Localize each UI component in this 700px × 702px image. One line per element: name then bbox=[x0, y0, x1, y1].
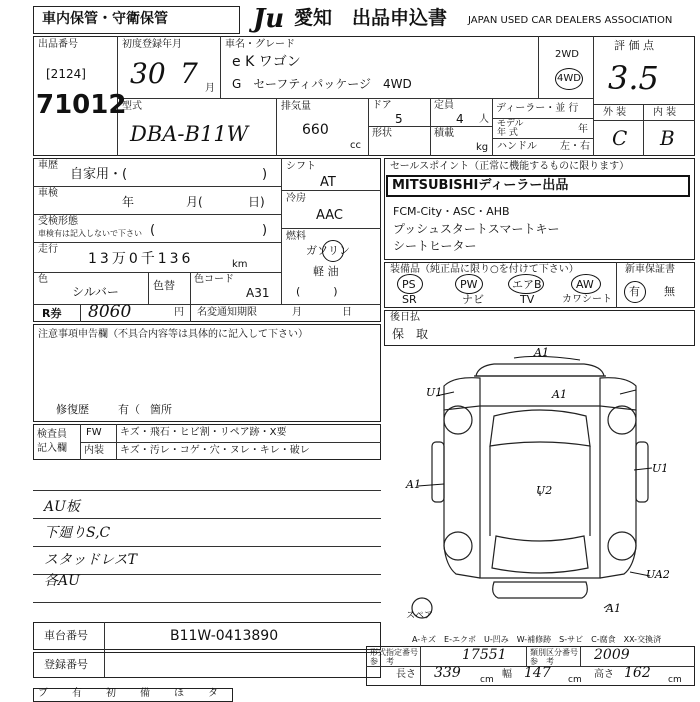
history-close: ) bbox=[262, 167, 268, 182]
mark-u1-right: U1 bbox=[652, 462, 669, 475]
color-code: A31 bbox=[246, 286, 270, 300]
equip-pw: PW bbox=[460, 278, 478, 291]
cert-label: 受検形態 bbox=[38, 216, 78, 227]
check-fw-label: FW bbox=[86, 427, 102, 438]
bottom-6: タ bbox=[208, 688, 218, 699]
doors-value: 5 bbox=[395, 112, 403, 126]
hand-note-2: 下廻りS,C bbox=[44, 525, 111, 541]
sales-point-label: セールスポイント（正常に機能するものに限ります） bbox=[390, 161, 630, 172]
mark-a1-left: A1 bbox=[406, 478, 421, 491]
cert-note: 車検有は記入しないで下さい bbox=[38, 229, 142, 238]
recycle-label: R券 bbox=[42, 307, 62, 320]
inspection-label: 車検 bbox=[38, 188, 58, 199]
shape-label: 形状 bbox=[372, 128, 392, 139]
equip-pw-circle bbox=[455, 274, 483, 294]
bottom-5: ほ bbox=[174, 688, 184, 699]
form-title: 出品申込書 bbox=[352, 7, 448, 29]
chassis-label: 車台番号 bbox=[44, 629, 88, 642]
shift-label: シフト bbox=[286, 161, 316, 172]
color-change-label: 色替 bbox=[153, 279, 175, 292]
after-value: 保 取 bbox=[392, 327, 429, 341]
equip-ps: PS bbox=[402, 278, 416, 291]
regno-label: 登録番号 bbox=[44, 658, 88, 671]
height-label: 高さ bbox=[594, 669, 614, 680]
equip-aw-circle bbox=[571, 274, 601, 294]
notes-label: 注意事項申告欄（不具合内容等は具体的に記入して下さい） bbox=[38, 329, 308, 340]
check-int-items: キズ・汚レ・コゲ・穴・ヌレ・キレ・破レ bbox=[120, 445, 310, 456]
registration-label: 初度登録年月 bbox=[122, 39, 182, 50]
warranty-no: 無 bbox=[664, 285, 675, 298]
model-value: DBA-B11W bbox=[130, 122, 249, 146]
lot-code: [2124] bbox=[46, 67, 86, 81]
hand-note-3: スタッドレスT bbox=[44, 552, 137, 568]
engine-value: 660 bbox=[302, 122, 329, 138]
hand-note-4: 各AU bbox=[44, 573, 80, 589]
cooling-label: 冷房 bbox=[286, 193, 306, 204]
capacity-value: 4 bbox=[456, 112, 464, 126]
height-unit: cm bbox=[668, 675, 682, 685]
repair-value: 有（ bbox=[118, 403, 140, 416]
mark-a1-right: A1 bbox=[552, 388, 567, 401]
interior-grade: B bbox=[660, 126, 675, 150]
color-code-label: 色コード bbox=[194, 274, 234, 285]
mark-a1-roof: A1 bbox=[534, 346, 549, 359]
association-name: JAPAN USED CAR DEALERS ASSOCIATION bbox=[468, 15, 673, 26]
mark-u1-left: U1 bbox=[426, 386, 443, 399]
warranty-label: 新車保証書 bbox=[625, 264, 675, 275]
width-label: 幅 bbox=[502, 669, 512, 680]
damage-legend: A-キズ E-エクボ U-凹み W-補修跡 S-サビ C-腐食 XX-交換済 bbox=[412, 635, 662, 644]
after-label: 後日払 bbox=[390, 312, 420, 323]
mileage-value: 13万0千136 bbox=[88, 251, 194, 267]
model-year-label: モデル 年 式 bbox=[497, 119, 524, 138]
bottom-1: ブ bbox=[38, 688, 48, 699]
logo-region: 愛知 bbox=[294, 7, 333, 29]
equip-airbag: エアB bbox=[512, 278, 542, 291]
interior-label: 内 装 bbox=[653, 107, 677, 118]
width-value: 147 bbox=[524, 665, 551, 681]
dealer-parallel: ディーラー・並 行 bbox=[496, 103, 579, 114]
score-label: 評 価 点 bbox=[614, 39, 654, 52]
color-label: 色 bbox=[38, 274, 48, 285]
rename-day: 日 bbox=[342, 307, 352, 318]
handle-value: 左・右 bbox=[560, 141, 590, 152]
warranty-yes: 有 bbox=[629, 285, 640, 298]
mileage-label: 走行 bbox=[38, 244, 58, 255]
model-label: 型式 bbox=[122, 101, 142, 112]
rename-label: 名変通知期限 bbox=[197, 307, 257, 318]
checker-label: 検査員 記入欄 bbox=[37, 429, 67, 454]
registration-month: 7 bbox=[180, 57, 198, 90]
length-unit: cm bbox=[480, 675, 494, 685]
check-int-label: 内装 bbox=[84, 445, 104, 456]
chassis-value: B11W-0413890 bbox=[170, 628, 279, 644]
mark-u2-center: U2 bbox=[536, 484, 553, 497]
lot-label: 出品番号 bbox=[38, 39, 78, 50]
class-ref-value: 2009 bbox=[594, 647, 630, 663]
drive-4wd: 4WD bbox=[557, 73, 581, 84]
exterior-grade: C bbox=[612, 126, 628, 150]
lot-number: 71012 bbox=[36, 90, 127, 120]
equip-navi: ナビ bbox=[462, 293, 484, 306]
fuel-diesel: 軽 油 bbox=[313, 265, 339, 278]
recycle-value: 8060 bbox=[88, 302, 132, 322]
mileage-unit: km bbox=[232, 259, 248, 270]
drive-2wd: 2WD bbox=[555, 49, 579, 60]
equip-aw: AW bbox=[576, 278, 594, 291]
doors-label: ドア bbox=[372, 100, 392, 111]
score-value: 3.5 bbox=[608, 59, 659, 97]
spare-label: スペア bbox=[406, 611, 434, 621]
length-value: 339 bbox=[434, 665, 461, 681]
fuel-gasoline: ガソリン bbox=[306, 244, 350, 257]
equip-sr: SR bbox=[402, 293, 417, 306]
inspection-year: 年 bbox=[122, 195, 135, 209]
storage-text: 車内保管・守衛保管 bbox=[42, 11, 168, 27]
cert-close: ) bbox=[262, 223, 268, 238]
sales-line-1: FCM-City・ASC・AHB bbox=[393, 205, 510, 218]
capacity-label: 定員 bbox=[434, 100, 454, 111]
model-year-unit: 年 bbox=[578, 124, 588, 135]
model-ref-label: 形式指定番号 参 考 bbox=[370, 648, 418, 666]
equipment-label: 装備品（純正品に限り○を付けて下さい） bbox=[390, 264, 579, 275]
cooling-value: AAC bbox=[316, 208, 343, 223]
exterior-label: 外 装 bbox=[603, 107, 627, 118]
history-label: 車歴 bbox=[38, 160, 58, 171]
equip-seat: カワシート bbox=[562, 294, 612, 305]
engine-unit: cc bbox=[350, 140, 361, 151]
length-label: 長さ bbox=[396, 669, 416, 680]
class-ref-label: 類別区分番号 参 考 bbox=[530, 648, 578, 666]
sales-title: MITSUBISHIディーラー出品 bbox=[392, 178, 569, 193]
car-name: e K ワゴン bbox=[232, 54, 301, 70]
equip-ps-circle bbox=[397, 274, 423, 294]
repair-close: 箇所 bbox=[150, 403, 172, 416]
height-value: 162 bbox=[624, 665, 651, 681]
engine-label: 排気量 bbox=[281, 101, 311, 112]
sales-line-2: プッシュスタートスマートキー bbox=[393, 222, 560, 236]
recycle-unit: 円 bbox=[174, 307, 184, 318]
capacity-unit: 人 bbox=[479, 114, 489, 125]
after-frame bbox=[384, 310, 695, 346]
hand-note-1: AU板 bbox=[44, 499, 80, 515]
registration-year: 30 bbox=[130, 57, 166, 90]
bottom-2: 有 bbox=[72, 688, 82, 699]
registration-month-unit: 月 bbox=[205, 83, 215, 94]
sales-line-3: シートヒーター bbox=[393, 239, 477, 253]
inspection-day: 日) bbox=[248, 195, 265, 209]
mark-a1-rear: A1 bbox=[606, 602, 621, 615]
repair-label: 修復歴 bbox=[56, 403, 89, 416]
car-grade: G セーフティパッケージ 4WD bbox=[232, 77, 412, 91]
cert-open: ( bbox=[150, 223, 156, 238]
fuel-label: 燃料 bbox=[286, 231, 306, 242]
car-label: 車名・グレード bbox=[225, 39, 295, 50]
fuel-other: ( ) bbox=[296, 285, 338, 298]
load-unit: kg bbox=[476, 142, 489, 153]
check-fw-items: キズ・飛石・ヒビ割・リペア跡・X要 bbox=[120, 427, 287, 438]
shift-value: AT bbox=[320, 175, 336, 190]
car-damage-diagram bbox=[384, 346, 695, 636]
bottom-3: 初 bbox=[106, 688, 116, 699]
model-ref-value: 17551 bbox=[462, 647, 507, 663]
load-label: 積載 bbox=[434, 128, 454, 139]
width-unit: cm bbox=[568, 675, 582, 685]
history-value: 自家用・( bbox=[70, 167, 128, 182]
bottom-4: 備 bbox=[140, 688, 150, 699]
mark-ua2: UA2 bbox=[646, 568, 670, 581]
equip-tv: TV bbox=[520, 293, 535, 306]
equip-airbag-circle bbox=[508, 274, 544, 294]
rename-month: 月 bbox=[292, 307, 302, 318]
color-value: シルバー bbox=[72, 285, 119, 299]
inspection-month: 月( bbox=[186, 195, 203, 209]
handle-label: ハンドル bbox=[497, 141, 537, 152]
ju-logo: Ju bbox=[253, 4, 285, 34]
